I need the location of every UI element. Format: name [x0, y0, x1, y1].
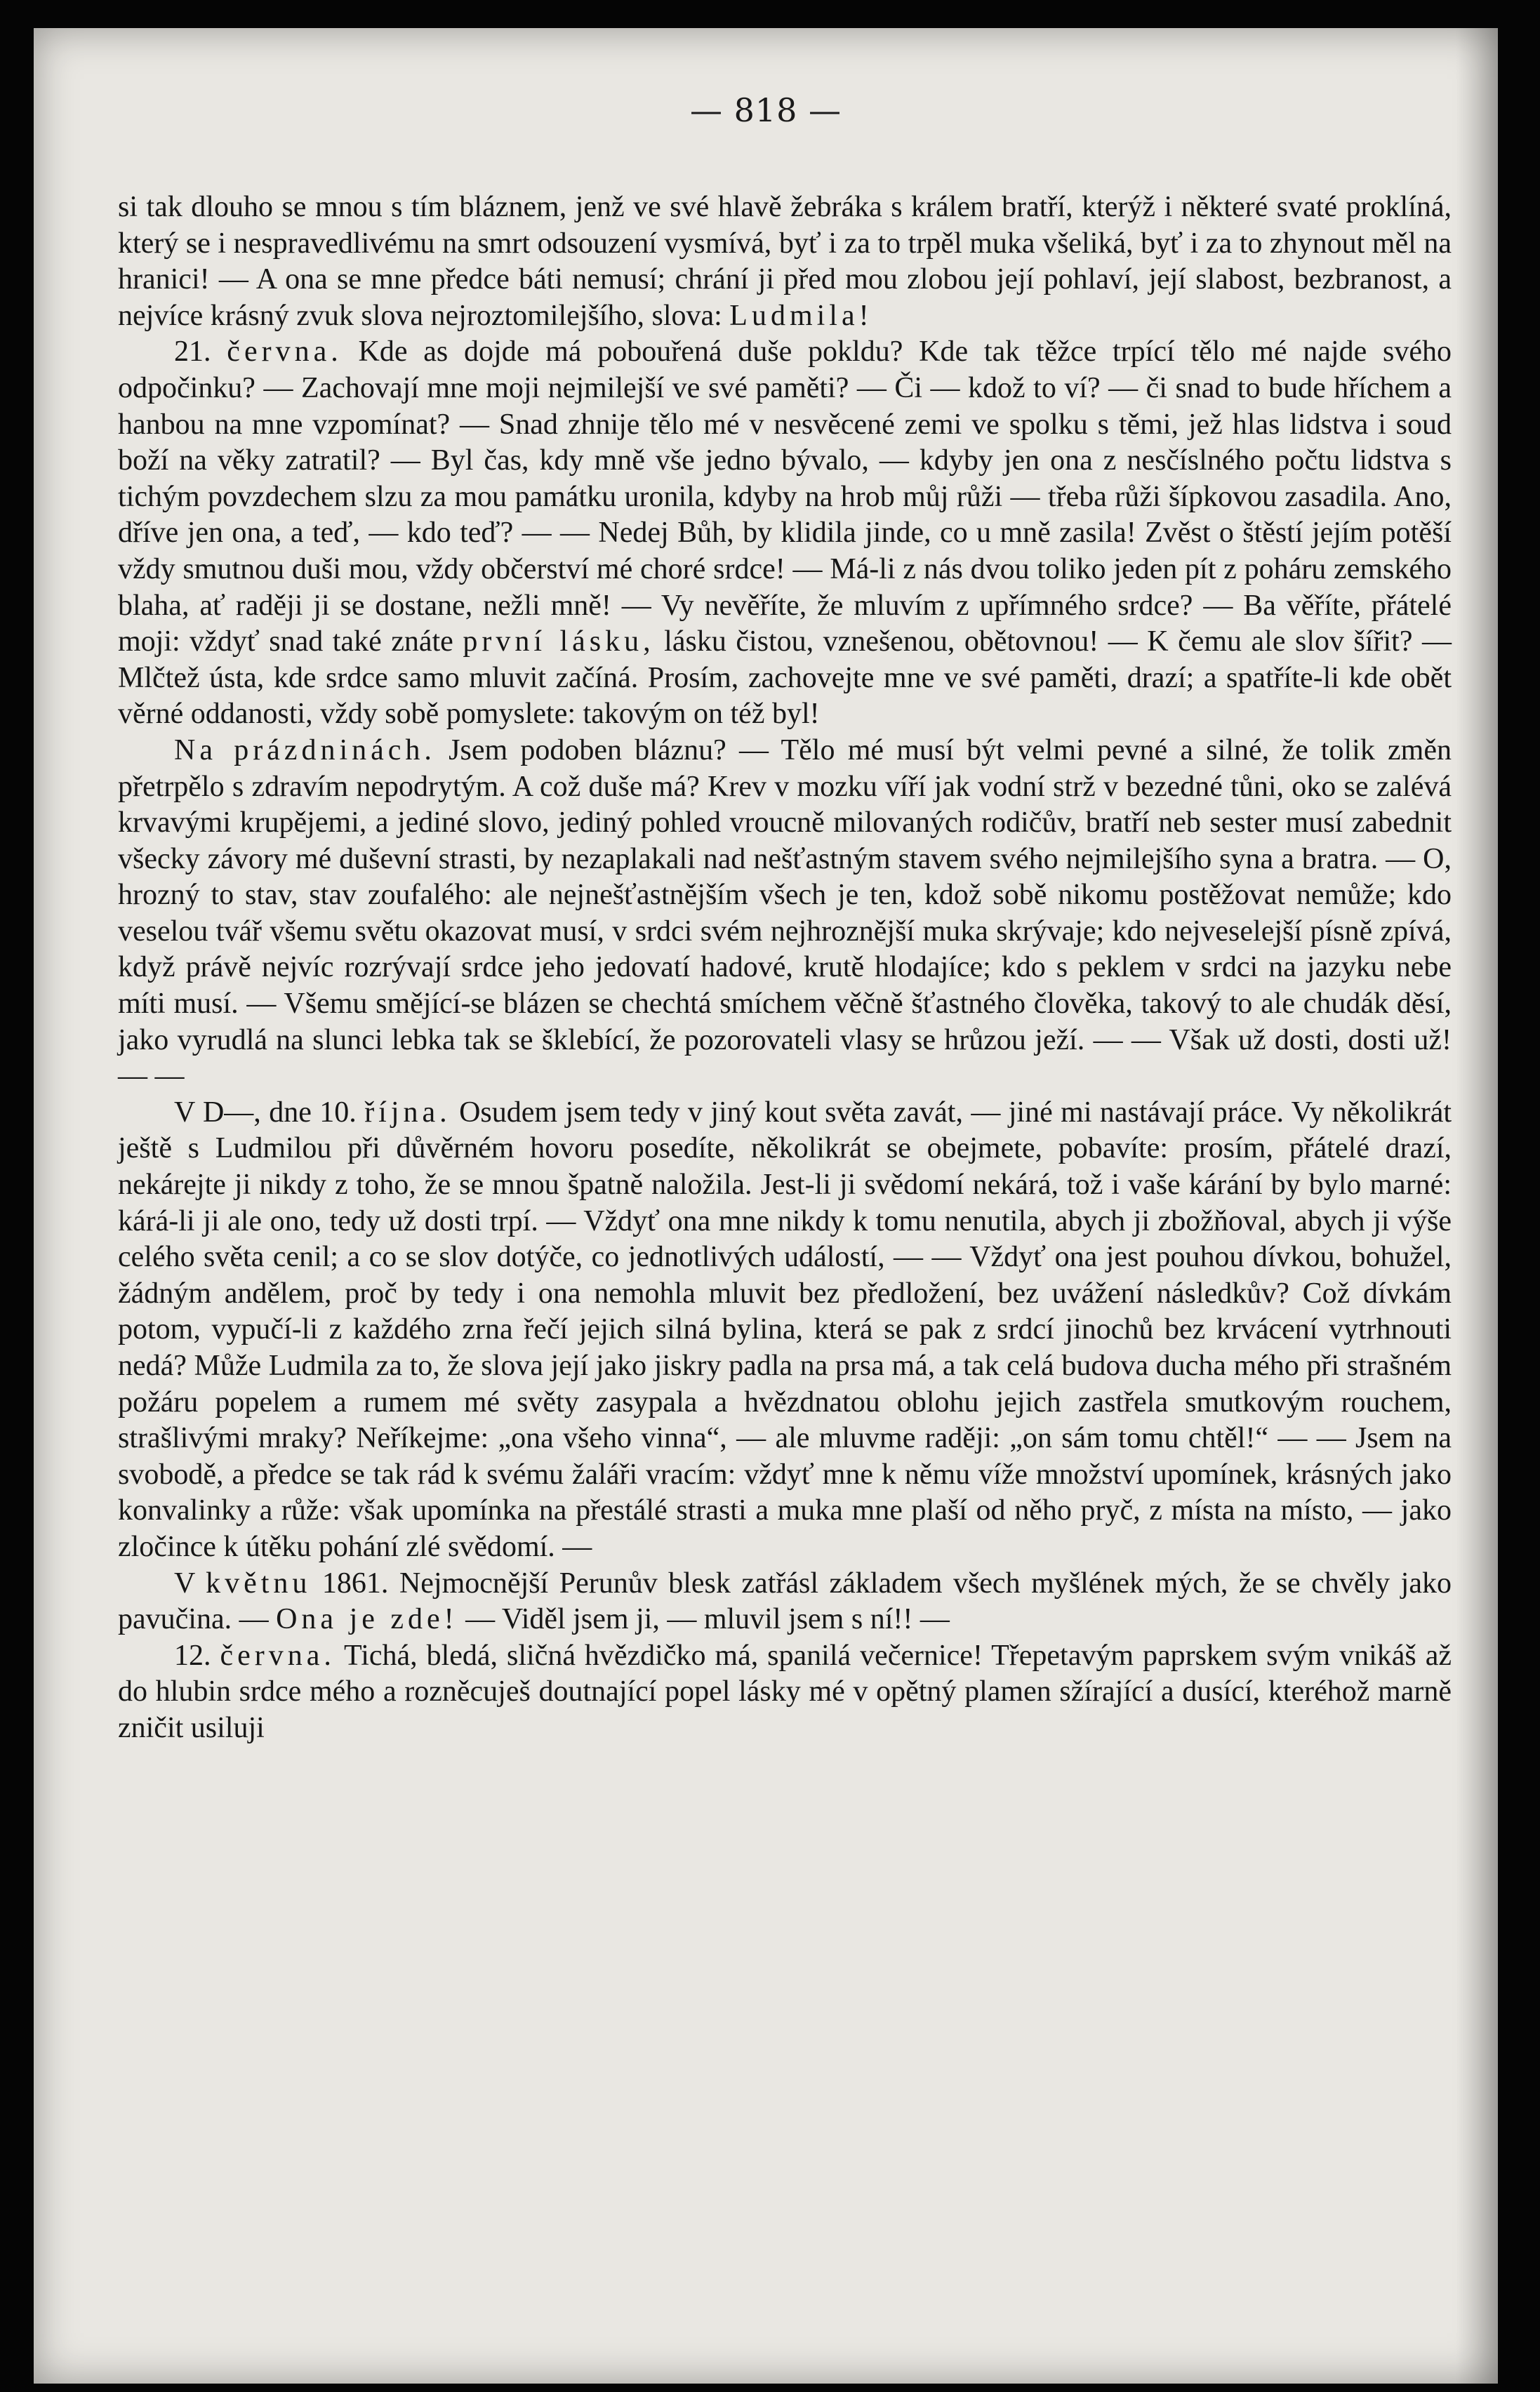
- page-edge-shadow: [1456, 28, 1498, 2384]
- paragraph-text: 12.: [174, 1639, 220, 1672]
- paragraph: [118, 1566, 1452, 1638]
- paragraph-text: si tak dlouho se mnou s tím bláznem, jenž ve své hlavě žebráka s králem bratří, kterýž i některé svaté proklíná, který se i nespravedlivému na smrt odsouzení vysmívá, byť i za to trpěl muka všeliká, byť i za to zhynout měl na hranici! — A ona se mne předce báti nemusí; chrání ji před mou zlobou její pohlaví, její slabost, bezbranost, a nejvíce krásný zvuk slova nejroztomilejšího, slova:: [118, 191, 1452, 332]
- paragraph: [118, 1638, 1452, 1747]
- paragraph-text: Tichá, bledá, sličná hvězdičko má, spanilá večernice! Třepetavým paprskem svým vnikáš až do hlubin srdce mého a rozněcuješ doutnající popel lásky mé v opětný plamen sžírající a dusící, kteréhož marně zničit usiluji: [118, 1639, 1452, 1744]
- spaced-emphasis-text: květnu: [206, 1567, 312, 1600]
- paragraph-text: Kde as dojde má pobouřená duše pokldu? Kde tak těžce trpící tělo mé najde svého odpočinku? — Zachovají mne moji nejmilejší ve své paměti? — Či — kdož to ví? — či snad to bude hříchem a hanbou na mne vzpomínat? — Snad zhnije tělo mé v nesvěcené zemi ve spolku s těmi, jež hlas lidstva i soud boží na věky zatratil? — Byl čas, kdy mně vše jedno bývalo, — kdyby jen ona z nesčíslného počtu lidstva s tichým povzdechem slzu za mou památku uronila, kdyby na hrob můj růži — třeba růži šípkovou zasadila. Ano, dříve jen ona, a teď, — kdo teď? — — Nedej Bůh, by klidila jinde, co u mně zasila! Zvěst o štěstí jejím potěší vždy smutnou duši mou, vždy občerství mé choré srdce! — Má-li z nás dvou toliko jeden pít z poháru zemského blaha, ať raději ji se dostane, nežli mně! — Vy nevěříte, že mluvím z upřímného srdce? — Ba věříte, přátelé moji: vždyť snad také znáte: [118, 335, 1452, 658]
- spaced-emphasis-text: Ludmila!: [729, 299, 873, 332]
- paragraph: [118, 190, 1452, 334]
- spaced-emphasis-text: Na prázdninách.: [174, 733, 436, 766]
- paragraph: [118, 733, 1452, 1095]
- paragraph-text: lásku čistou, vznešenou, obětovnou! — K čemu ale slov šířit? — Mlčtež ústa, kde srdce samo mluvit začíná. Prosím, zachovejte mne ve své paměti, drazí; a spatříte-li kde obět věrné oddanosti, vždy sobě pomyslete: takovým on též byl!: [118, 625, 1452, 731]
- paragraph: [118, 334, 1452, 733]
- spaced-emphasis-text: října.: [364, 1096, 451, 1129]
- spaced-emphasis-text: Ona je zde!: [276, 1603, 458, 1636]
- paragraph-text: Jsem podoben bláznu? — Tělo mé musí být velmi pevné a silné, že tolik změn přetrpělo s zdravím nepodrytým. A což duše má? Krev v mozku víří jak vodní strž v bezedné tůni, oko se zalévá krvavými krupějemi, a jediné slovo, jediný pohled vroucně milovaných rodičův, bratří neb sester musí zabednit všecky závory mé duševní strasti, by nezaplakali nad nešťastným stavem svého nejmilejšího syna a bratra. — O, hrozný to stav, stav zoufalého: ale nejnešťastnějším všech je ten, kdož sobě nikomu postěžovat nemůže; kdo veselou tvář všemu světu okazovat musí, v srdci svém nejhroznější muka skrývaje; kdo nejveselejší písně zpívá, když právě nejvíc rozrývají srdce jeho jedovatí hadové, krutě hlodajíce; kdo s peklem v srdci na jazyku nebe míti musí. — Všemu smějící-se blázen se chechtá smíchem věčně šťastného člověka, takový to ale chudák děsí, jako vyrudlá na slunci lebka tak se šklebící, že pozorovateli vlasy se hrůzou ježí. — — Však už dosti, dosti už! — —: [118, 733, 1452, 1093]
- paragraph-text: 21.: [174, 335, 227, 368]
- paragraph-text: 1861. Nejmocnější Perunův blesk zatřásl základem všech myšlének mých, že se chvěly jako pavučina. —: [118, 1567, 1452, 1636]
- spaced-emphasis-text: června.: [220, 1639, 336, 1672]
- paragraph-text: V D—, dne 10.: [174, 1096, 365, 1129]
- book-page: [34, 28, 1498, 2384]
- spaced-emphasis-text: první lásku,: [463, 625, 655, 658]
- spaced-emphasis-text: června.: [227, 335, 343, 368]
- page-number: — 818 —: [689, 91, 842, 129]
- paragraph: [118, 1095, 1452, 1566]
- paragraph-text: — Viděl jsem ji, — mluvil jsem s ní!! —: [458, 1603, 950, 1636]
- paragraph-text: V: [174, 1567, 206, 1600]
- paragraph-text: Osudem jsem tedy v jiný kout světa zavát, — jiné mi nastávají práce. Vy několikrát ještě s Ludmilou při důvěrném hovoru posedíte, několikrát se obejmete, pobavíte: prosím, přátelé drazí, nekárejte ji nikdy z toho, že se mnou špatně naložila. Jest-li ji svědomí nekárá, tož i vaše kárání by bylo marné: kárá-li ji ale ono, tedy už dosti trpí. — Vždyť ona mne nikdy k tomu nenutila, abych ji zbožňoval, abych ji výše celého světa cenil; a co se slov dotýče, co jednotlivých událostí, — — Vždyť ona jest pouhou dívkou, bohužel, žádným andělem, proč by tedy i ona nemohla mluvit bez předložení, bez uvážení následkův? Což dívkám potom, vypučí-li z každého zrna řečí jejich silná bylina, která se pak z srdcí jinochů bez krvácení vytrhnouti nedá? Může Ludmila za to, že slova její jako jiskry padla na prsa má, a tak celá budova ducha mého při strašném požáru popelem a rumem mé světy zasypala a hvězdnatou oblohu jejich zastřela smutkovým rouchem, strašlivými mraky? Neříkejme: „ona všeho vinna“, — ale mluvme raději: „on sám tomu chtěl!“ — — Jsem na svobodě, a předce se tak rád k svému žaláři vracím: vždyť mne k němu víže množství upomínek, krásných jako konvalinky a růže: však upomínka na přestálé strasti a muka mne plaší od něho pryč, z místa na místo, — jako zločince k útěku pohání zlé svědomí. —: [118, 1096, 1452, 1563]
- body-text: [118, 190, 1452, 1747]
